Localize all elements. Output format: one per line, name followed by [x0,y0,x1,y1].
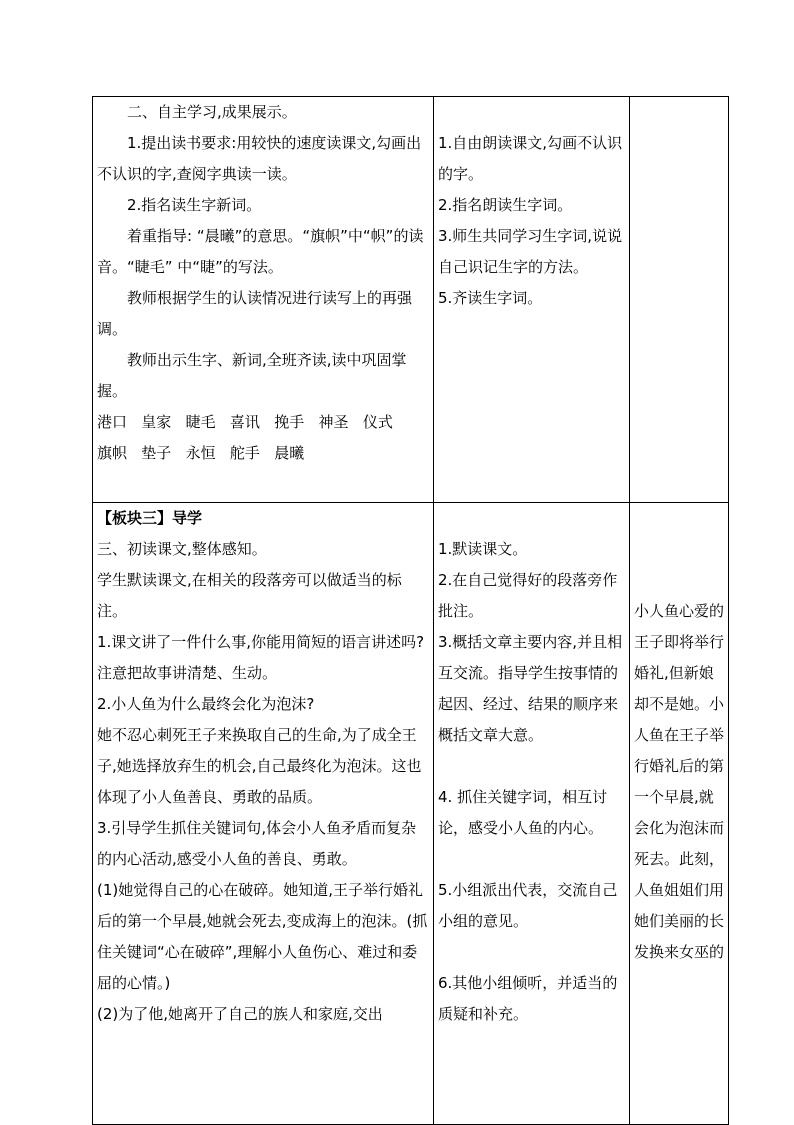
paragraph: 1.课文讲了一件什么事,你能用简短的语言讲述吗?注意把故事讲清楚、生动。 [97,633,425,682]
paragraph: (1)她觉得自己的心在破碎。她知道,王子举行婚礼后的第一个早晨,她就会死去,变成海上的泡沫。(抓住关键词“心在破碎”,理解小人鱼伤心、难过和委屈的心情。) [97,881,428,992]
student-activity-cell [434,97,630,503]
teacher-activity-cell [93,503,434,1125]
table-row [93,503,729,1125]
vocabulary-line: 港口 皇家 睫毛 喜讯 挽手 神圣 仪式 [97,413,393,431]
list-item: 5.齐读生字词。 [438,289,543,307]
paragraph: 2.指名读生字新词。 [127,196,262,214]
paragraph: 教师出示生字、新词,全班齐读,读中巩固掌握。 [97,351,407,400]
paragraph: 2.小人鱼为什么最终会化为泡沫? [97,695,315,713]
design-intent-cell [630,97,729,503]
list-item: 3.概括文章主要内容,并且相互交流。指导学生按事情的起因、经过、结果的顺序来概括文章大意。 [438,633,623,744]
paragraph: 她不忍心刺死王子来换取自己的生命,为了成全王子,她选择放弃生的机会,自己最终化为泡沫。这也体现了小人鱼善良、勇敢的品质。 [97,726,422,806]
paragraph: 1.提出读书要求:用较快的速度读课文,勾画出不认识的字,查阅字典读一读。 [97,134,422,183]
lesson-plan-table [92,96,729,1125]
list-item: 6.其他小组倾听，并适当的质疑和补充。 [438,974,618,1023]
paragraph: (2)为了他,她离开了自己的族人和家庭,交出 [97,1005,383,1023]
vocabulary-line: 旗帜 垫子 永恒 舵手 晨曦 [97,444,305,462]
list-item: 5.小组派出代表，交流自己小组的意见。 [438,881,618,930]
student-activity-cell [434,503,630,1125]
paragraph: 三、初读课文,整体感知。 [97,540,267,558]
section-title: 【板块三】导学 [97,509,203,527]
list-item: 4. 抓住关键字词，相互讨论，感受小人鱼的内心。 [438,788,608,837]
paragraph: 学生默读课文,在相关的段落旁可以做适当的标注。 [97,571,402,620]
table-row [93,97,729,503]
design-intent-text: 小人鱼心爱的王子即将举行婚礼,但新娘却不是她。小人鱼在王子举行婚礼后的第一个早晨,就会化为泡沫而死去。此刻，人鱼姐姐们用她们美丽的长发换来女巫的 [634,602,725,961]
list-item: 1.默读课文。 [438,540,528,558]
section-heading: 二、自主学习,成果展示。 [127,103,297,121]
paragraph: 教师根据学生的认读情况进行读写上的再强调。 [97,289,413,338]
teacher-activity-cell [93,97,434,503]
paragraph: 3.引导学生抓住关键词句,体会小人鱼矛盾而复杂的内心活动,感受小人鱼的善良、勇敢。 [97,819,417,868]
list-item: 1.自由朗读课文,勾画不认识的字。 [438,134,623,183]
design-intent-cell [630,503,729,1125]
paragraph: 着重指导: “晨曦”的意思。“旗帜”中“帜”的读音。“睫毛” 中“睫”的写法。 [97,227,424,276]
list-item: 2.在自己觉得好的段落旁作批注。 [438,571,618,620]
list-item: 2.指名朗读生字词。 [438,196,573,214]
list-item: 3.师生共同学习生字词,说说自己识记生字的方法。 [438,227,623,276]
